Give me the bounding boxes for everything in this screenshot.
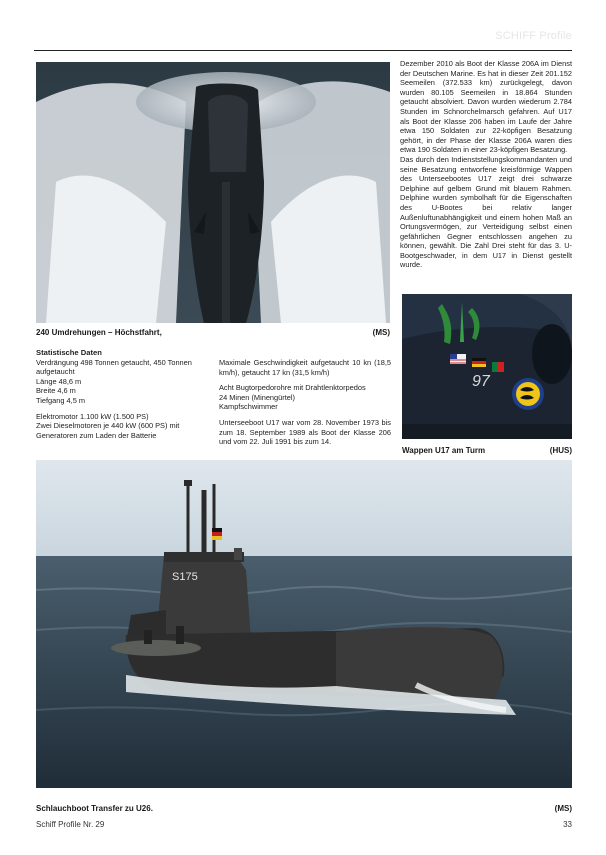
stats-torpedo-tubes: Acht Bugtorpedorohre mit Drahtlenktorpedos <box>219 383 366 393</box>
stats-beam: Breite 4,6 m <box>36 386 76 396</box>
photo3-credit: (MS) <box>554 804 572 813</box>
photo2-credit: (HUS) <box>549 446 572 455</box>
stats-diesel-engines: Zwei Dieselmotoren je 440 kW (600 PS) mit Generatoren zum Laden der Batterie <box>36 421 180 440</box>
right-paragraph-1: Dezember 2010 als Boot der Klasse 206A im Dienst der Deutschen Marine. Es hat in dieser Zeit 201.152 Seemeilen (372.533 km) zurückgelegt, davon wurden 80.105 Seemeilen in 18.864 Stunden getaucht absolviert. Davon wurden wiederum 2.784 Stunden im Schnorchelmarsch gefahren. Auf U17 als Boot der Klasse 206 haben im Laufe der Jahre etwa 150 Soldaten zur 22-köpfigen Besatzung gehört, in der Phase der Klasse 206A waren dies etwa 190 Soldaten in einer 23-köpfigen Besatzung. <box>400 59 572 155</box>
stats-middle-column <box>219 358 391 447</box>
stats-max-speed: Maximale Geschwindigkeit aufgetaucht 10 kn (18,5 km/h), getaucht 17 kn (31,5 km/h) <box>219 358 391 377</box>
photo3-caption-text: Schlauchboot Transfer zu U26. <box>36 804 153 813</box>
photo1-caption-text: 240 Umdrehungen – Höchstfahrt, <box>36 328 162 337</box>
stats-draught: Tiefgang 4,5 m <box>36 395 86 405</box>
page-number: 33 <box>563 820 572 829</box>
hull-number: 97 <box>472 373 490 390</box>
stats-displacement: Verdrängung 498 Tonnen getaucht, 450 Tonnen aufgetaucht <box>36 357 192 377</box>
right-paragraph-2: Das durch den Indienststellungskommandanten und seine Besatzung entworfene kreisförmige Wappen des Unterseebootes U17 zeigt drei schwarze Delphine auf gelbem Grund mit blauem Rahmen. Delphine wurden symbolhaft für die Eigenschaften des U-Bootes bei relativ langer Außenluftunabhängigkeit und einem hohen Maß an Ortungsvermögen, zur Verteidigung selbst einen gefährlichen Gegner entschlossen angehen zu können, gewählt. Die Zahl Drei steht für das 3. U-Bootgeschwader, in dem U17 in Dienst gestellt wurde. <box>400 154 572 270</box>
stats-combat-swimmers: Kampfschwimmer <box>219 402 278 412</box>
photo-dinghy-transfer <box>36 460 572 788</box>
photo1-credit: (MS) <box>372 328 390 337</box>
stats-left-column <box>36 348 208 440</box>
photo-submarine-full-speed <box>36 62 390 323</box>
header-brand: SCHIFF Profile <box>495 30 572 42</box>
stats-electric-motor: Elektromotor 1.100 kW (1.500 PS) <box>36 411 149 421</box>
right-text-column <box>400 59 572 270</box>
stats-length: Länge 48,6 m <box>36 376 82 386</box>
footer-publication: Schiff Profile Nr. 29 <box>36 820 105 829</box>
stats-mines: 24 Minen (Minengürtel) <box>219 392 295 402</box>
photo3-caption <box>36 803 572 814</box>
photo1-caption <box>36 327 390 338</box>
stats-service-history: Unterseeboot U17 war vom 28. November 1973 bis zum 18. September 1989 als Boot der Klasse 206 und vom 22. Juli 1991 bis zum 14. <box>219 417 391 447</box>
header-rule <box>34 50 572 51</box>
photo2-caption-text: Wappen U17 am Turm <box>402 446 486 455</box>
photo2-caption <box>402 445 572 456</box>
stats-title: Statistische Daten <box>36 348 102 357</box>
photo-crest-on-tower <box>402 294 572 439</box>
sail-number: S175 <box>172 571 198 583</box>
